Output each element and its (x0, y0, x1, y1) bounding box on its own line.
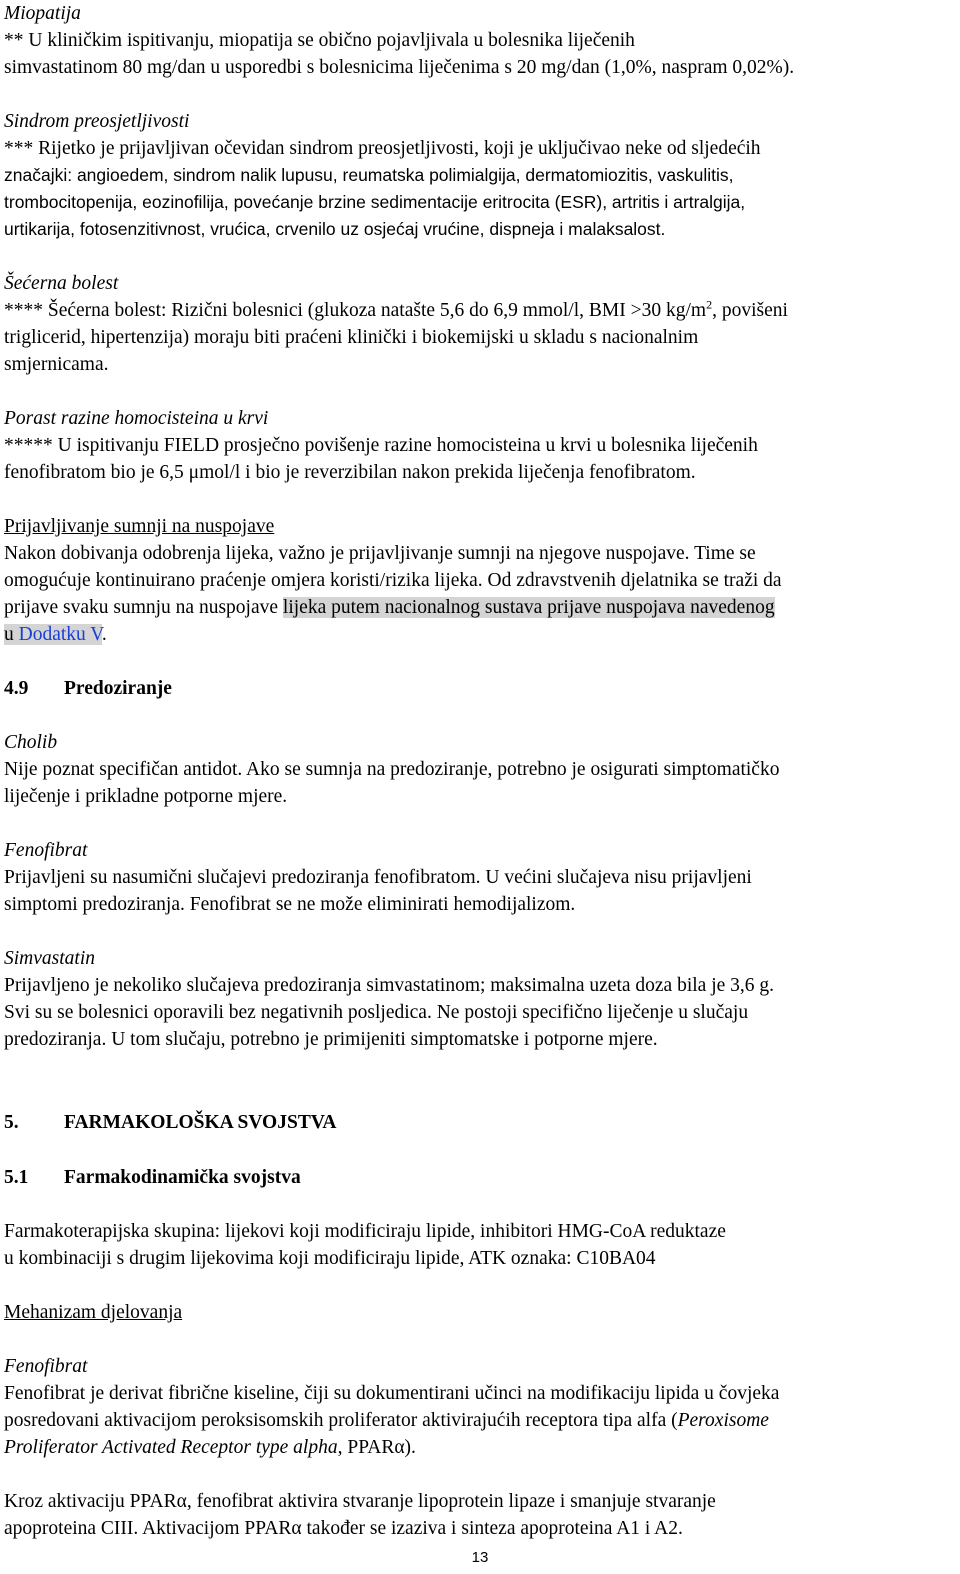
secerna-heading: Šećerna bolest (4, 273, 119, 294)
fenofibrat-meh-line-3 (4, 1434, 950, 1461)
fenofibrat-od-heading: Fenofibrat (4, 840, 88, 861)
simvastatin-line-1: Prijavljeno je nekoliko slučajeva predoziranja simvastatinom; maksimalna uzeta doza bila je 3,6 g. (4, 975, 775, 996)
prijavljivanje-line-4b: . (101, 624, 107, 645)
skupina-line-2: u kombinaciji s drugim lijekovima koji modificiraju lipide, ATK oznaka: C10BA04 (4, 1248, 656, 1269)
farmakoloska-heading (4, 1109, 950, 1136)
preosjetljivost-line-3: trombocitopenija, eozinofilija, povećanje brzine sedimentacije eritrocita (ESR), artritis i artralgija, (4, 192, 746, 212)
prijavljivanje-line-1: Nakon dobivanja odobrenja lijeka, važno je prijavljivanje sumnji na njegove nuspojave. Time se (4, 543, 756, 564)
skupina-line-1: Farmakoterapijska skupina: lijekovi koji modificiraju lipide, inhibitori HMG-CoA reduktaze (4, 1221, 726, 1242)
homocistein-heading: Porast razine homocisteina u krvi (4, 408, 269, 429)
dodatak-v-link[interactable]: Dodatku V (18, 624, 102, 645)
page-number: 13 (471, 1549, 489, 1566)
cholib-line-2: liječenje i prikladne potporne mjere. (4, 786, 288, 807)
fenofibrat-meh-p2-line-1: Kroz aktivaciju PPARα, fenofibrat aktivira stvaranje lipoprotein lipaze i smanjuje stvaranje (4, 1491, 716, 1512)
farmakoloska-number: 5. (4, 1112, 19, 1133)
fenofibrat-meh-line-2a: posredovani aktivacijom peroksisomskih proliferator aktivirajućih receptora tipa alfa ( (4, 1410, 678, 1431)
farmakoloska-title: FARMAKOLOŠKA SVOJSTVA (64, 1112, 337, 1133)
secerna-line-2: triglicerid, hipertenzija) moraju biti praćeni klinički i biokemijski u skladu s nacionalnim (4, 327, 699, 348)
mehanizam-heading: Mehanizam djelovanja (4, 1302, 183, 1323)
prijavljivanje-heading: Prijavljivanje sumnji na nuspojave (4, 516, 275, 537)
preosjetljivost-line-1: *** Rijetko je prijavljivan očevidan sindrom preosjetljivosti, koji je uključivao neke od sljedećih (4, 138, 761, 159)
fenofibrat-meh-heading: Fenofibrat (4, 1356, 88, 1377)
secerna-line-1b: , povišeni (712, 300, 788, 321)
fenofibrat-od-line-1: Prijavljeni su nasumični slučajevi predoziranja fenofibratom. U većini slučajeva nisu prijavljeni (4, 867, 752, 888)
document-page (4, 0, 950, 1542)
homocistein-line-1: ***** U ispitivanju FIELD prosječno povišenje razine homocisteina u krvi u bolesnika liječenih (4, 435, 758, 456)
prijavljivanje-highlight: lijeka putem nacionalnog sustava prijave nuspojava navedenog (282, 597, 775, 618)
secerna-line-1a: **** Šećerna bolest: Rizični bolesnici (glukoza natašte 5,6 do 6,9 mmol/l, BMI >30 kg/m (4, 300, 707, 321)
secerna-line-1 (4, 297, 950, 324)
fenofibrat-meh-line-2i: Peroxisome (677, 1410, 769, 1431)
predoziranje-number: 4.9 (4, 678, 29, 699)
farmakodinamicka-title: Farmakodinamička svojstva (64, 1167, 301, 1188)
fenofibrat-meh-line-1: Fenofibrat je derivat fibrične kiseline, čiji su dokumentirani učinci na modifikaciju lipida u čovjeka (4, 1383, 780, 1404)
secerna-superscript: 2 (706, 297, 713, 312)
simvastatin-heading: Simvastatin (4, 948, 95, 969)
preosjetljivost-line-2: značajki: angioedem, sindrom nalik lupusu, reumatska polimialgija, dermatomiozitis, vaskulitis, (4, 165, 734, 185)
homocistein-line-2: fenofibratom bio je 6,5 μmol/l i bio je reverzibilan nakon prekida liječenja fenofibratom. (4, 462, 696, 483)
secerna-line-3: smjernicama. (4, 354, 109, 375)
fenofibrat-meh-line-3i: Proliferator Activated Receptor type alpha (4, 1437, 338, 1458)
miopatija-line-2: simvastatinom 80 mg/dan u usporedbi s bolesnicima liječenima s 20 mg/dan (1,0%, naspram 0,02%). (4, 57, 795, 78)
prijavljivanje-line-3 (4, 594, 950, 621)
predoziranje-title: Predoziranje (64, 678, 172, 699)
prijavljivanje-line-2: omogućuje kontinuirano praćenje omjera koristi/rizika lijeka. Od zdravstvenih djelatnika se traži da (4, 570, 782, 591)
simvastatin-line-3: predoziranja. U tom slučaju, potrebno je primijeniti simptomatske i potporne mjere. (4, 1029, 658, 1050)
fenofibrat-meh-p2-line-2: apoproteina CIII. Aktivacijom PPARα također se izaziva i sinteza apoproteina A1 i A2. (4, 1518, 683, 1539)
farmakodinamicka-heading (4, 1164, 950, 1191)
cholib-line-1: Nije poznat specifičan antidot. Ako se sumnja na predoziranje, potrebno je osigurati simptomatičko (4, 759, 780, 780)
prijavljivanje-line-4a: u (4, 624, 19, 645)
prijavljivanje-line-4 (4, 621, 950, 648)
farmakodinamicka-number: 5.1 (4, 1167, 29, 1188)
cholib-heading: Cholib (4, 732, 58, 753)
miopatija-line-1: ** U kliničkim ispitivanju, miopatija se obično pojavljivala u bolesnika liječenih (4, 30, 635, 51)
miopatija-heading: Miopatija (4, 3, 81, 24)
preosjetljivost-heading: Sindrom preosjetljivosti (4, 111, 190, 132)
fenofibrat-meh-line-3b: , PPARα). (337, 1437, 416, 1458)
prijavljivanje-line-3a: prijave svaku sumnju na nuspojave (4, 597, 283, 618)
preosjetljivost-line-4: urtikarija, fotosenzitivnost, vrućica, crvenilo uz osjećaj vrućine, dispneja i malaksalost. (4, 219, 666, 239)
fenofibrat-meh-line-2 (4, 1407, 950, 1434)
predoziranje-heading (4, 675, 950, 702)
simvastatin-line-2: Svi su se bolesnici oporavili bez negativnih posljedica. Ne postoji specifično liječenje u slučaju (4, 1002, 749, 1023)
fenofibrat-od-line-2: simptomi predoziranja. Fenofibrat se ne može eliminirati hemodijalizom. (4, 894, 576, 915)
